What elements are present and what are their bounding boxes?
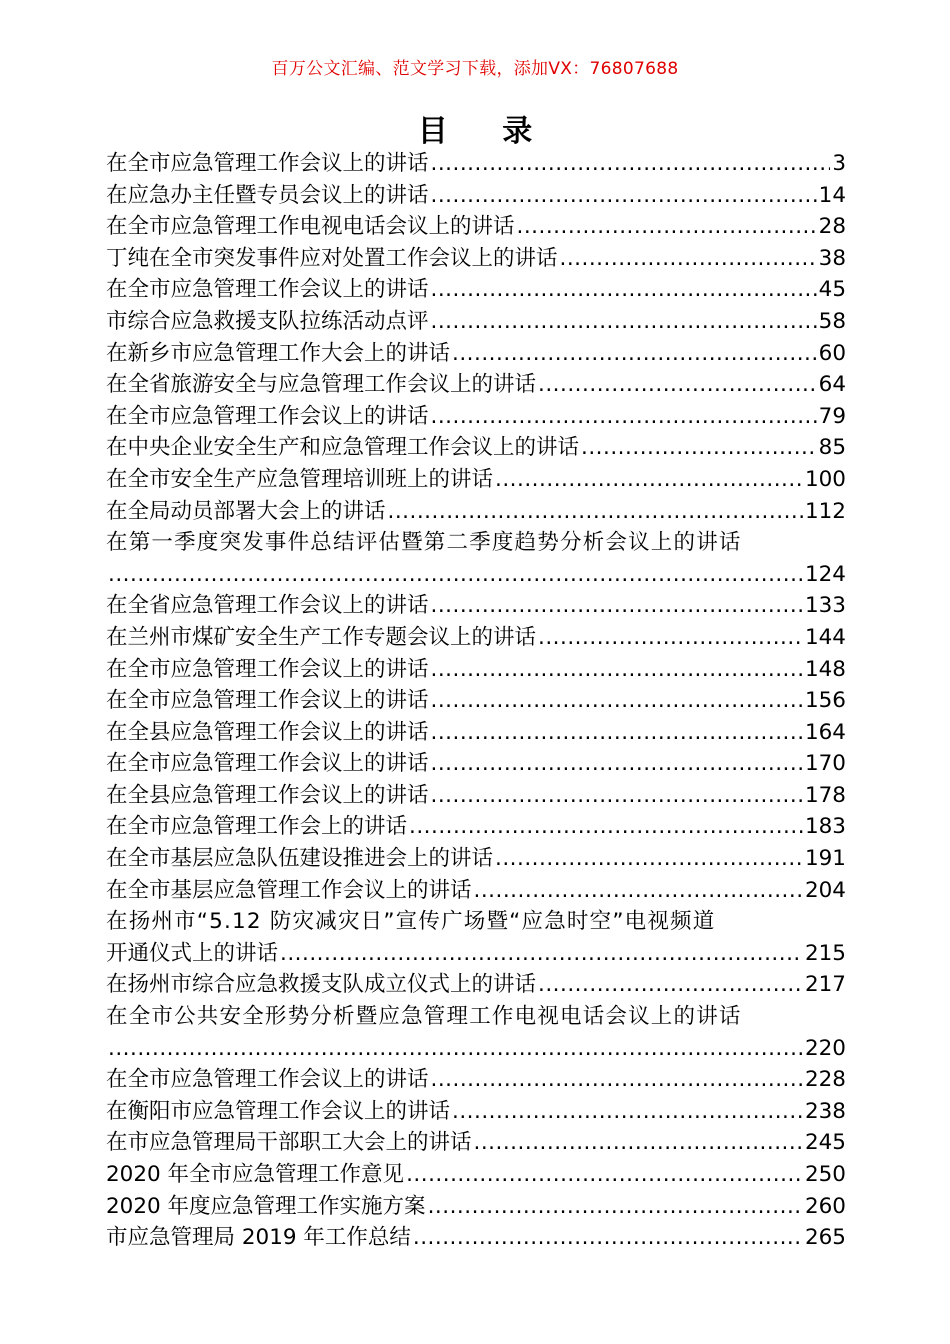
dot-leader (517, 211, 817, 243)
toc-entry-title: 2020 年度应急管理工作实施方案 (106, 1193, 426, 1219)
toc-entry-title: 在全市应急管理工作会议上的讲话 (106, 1067, 429, 1093)
toc-entry-title: 在应急办主任暨专员会议上的讲话 (106, 182, 429, 208)
toc-entry[interactable] (106, 654, 846, 686)
toc-entry-page: 170 (804, 751, 846, 777)
toc-entry-title: 在全县应急管理工作会议上的讲话 (106, 719, 429, 745)
toc-entry-page: 100 (804, 466, 846, 492)
toc-entry[interactable] (106, 1096, 846, 1128)
dot-leader (108, 1033, 803, 1065)
toc-entry[interactable] (106, 306, 846, 338)
dot-leader (431, 654, 803, 686)
toc-entry-title: 在市应急管理局干部职工大会上的讲话 (106, 1130, 472, 1156)
dot-leader (431, 180, 817, 212)
toc-entry-page: 245 (804, 1130, 846, 1156)
toc-entry[interactable] (106, 969, 846, 1001)
dot-leader (431, 148, 831, 180)
toc-entry-page: 204 (804, 877, 846, 903)
toc-entry-title: 在全市应急管理工作会议上的讲话 (106, 277, 429, 303)
toc-entry-page: 220 (804, 1035, 846, 1061)
toc-title: 目 录 (417, 114, 555, 149)
toc-entry-title: 在衡阳市应急管理工作会议上的讲话 (106, 1098, 451, 1124)
toc-entry[interactable] (106, 780, 846, 812)
dot-leader (413, 1222, 803, 1254)
toc-entry-title: 在全市公共安全形势分析暨应急管理工作电视电话会议上的讲话 (106, 1004, 742, 1030)
toc-entry-page: 238 (804, 1098, 846, 1124)
toc-entry-title-continued: 开通仪式上的讲话 (106, 940, 279, 966)
toc-entry[interactable] (106, 875, 846, 907)
toc-entry[interactable] (106, 369, 846, 401)
toc-entry[interactable] (106, 274, 846, 306)
toc-entry-title: 在扬州市“5.12 防灾减灾日”宣传广场暨“应急时空”电视频道 (106, 909, 716, 935)
toc-entry-page: 215 (804, 940, 846, 966)
toc-entry-page: 250 (804, 1162, 846, 1187)
toc-entry-page: 260 (804, 1193, 846, 1219)
toc-entry-title: 在全县应急管理工作会议上的讲话 (106, 782, 429, 808)
toc-entry-page: 265 (804, 1225, 846, 1251)
toc-entry[interactable] (106, 211, 846, 243)
toc-entry-page: 156 (804, 688, 846, 714)
dot-leader (452, 338, 817, 370)
toc-entry-page: 191 (804, 846, 846, 872)
toc-entry-page: 112 (804, 498, 846, 524)
toc-entry[interactable] (106, 1064, 846, 1096)
toc-entry-title: 在全市应急管理工作会议上的讲话 (106, 151, 429, 176)
toc-entry-page: 217 (804, 972, 846, 998)
dot-leader (409, 811, 803, 843)
dot-leader (388, 496, 803, 528)
dot-leader (431, 748, 803, 780)
toc-entry[interactable] (106, 1127, 846, 1159)
dot-leader (538, 969, 803, 1001)
toc-entry-page: 183 (804, 814, 846, 840)
toc-entry-title: 在全市安全生产应急管理培训班上的讲话 (106, 466, 494, 492)
toc-entry-page: 64 (818, 372, 846, 398)
toc-entry-title: 在新乡市应急管理工作大会上的讲话 (106, 340, 451, 366)
dot-leader (406, 1159, 803, 1191)
toc-entry[interactable] (106, 748, 846, 780)
toc-entry-title: 在全市应急管理工作电视电话会议上的讲话 (106, 214, 515, 240)
toc-entry-title: 丁纯在全市突发事件应对处置工作会议上的讲话 (106, 245, 558, 271)
toc-entry-page: 58 (818, 308, 846, 334)
toc-entry-page: 164 (804, 719, 846, 745)
toc-entry[interactable] (106, 432, 846, 464)
toc-entry-page: 228 (804, 1067, 846, 1093)
toc-entry-title: 在第一季度突发事件总结评估暨第二季度趋势分析会议上的讲话 (106, 530, 742, 556)
toc-entry-title: 在全省应急管理工作会议上的讲话 (106, 593, 429, 619)
toc-entry-title: 在全市应急管理工作会议上的讲话 (106, 751, 429, 777)
dot-leader (431, 306, 817, 338)
toc-entry-page: 3 (832, 151, 846, 176)
dot-leader (280, 938, 803, 970)
toc-entry-page: 79 (818, 403, 846, 429)
dot-leader (538, 622, 803, 654)
toc-entry-title: 在扬州市综合应急救援支队成立仪式上的讲话 (106, 972, 537, 998)
toc-entry[interactable] (106, 1191, 846, 1223)
toc-entry-title: 在全市基层应急队伍建设推进会上的讲话 (106, 846, 494, 872)
dot-leader (428, 1191, 803, 1223)
toc-entry-title: 在全市基层应急管理工作会议上的讲话 (106, 877, 472, 903)
toc-entry[interactable] (106, 148, 846, 180)
toc-entry-page: 14 (818, 182, 846, 208)
dot-leader (495, 464, 803, 496)
toc-entry[interactable] (106, 590, 846, 622)
dot-leader (431, 780, 803, 812)
dot-leader (431, 590, 803, 622)
toc-entry[interactable] (106, 1001, 846, 1064)
dot-leader (474, 1127, 803, 1159)
toc-entry-title: 市应急管理局 2019 年工作总结 (106, 1225, 411, 1251)
dot-leader (560, 243, 817, 275)
toc-entry[interactable] (106, 685, 846, 717)
toc-entry-title: 市综合应急救援支队拉练活动点评 (106, 308, 429, 334)
toc-entry-page: 85 (818, 435, 846, 461)
dot-leader (474, 875, 803, 907)
toc-entry-title: 在中央企业安全生产和应急管理工作会议上的讲话 (106, 435, 580, 461)
toc-entry[interactable] (106, 527, 846, 590)
toc-entry[interactable] (106, 496, 846, 528)
toc-entry-title: 在兰州市煤矿安全生产工作专题会议上的讲话 (106, 624, 537, 650)
toc-entry[interactable] (106, 243, 846, 275)
toc-entry-title: 在全市应急管理工作会议上的讲话 (106, 656, 429, 682)
dot-leader (581, 432, 817, 464)
dot-leader (431, 717, 803, 749)
dot-leader (452, 1096, 803, 1128)
toc-entry[interactable] (106, 1222, 846, 1254)
toc-entry-page: 45 (818, 277, 846, 303)
toc-entry[interactable] (106, 622, 846, 654)
toc-entry-page: 124 (804, 561, 846, 587)
toc-entry[interactable] (106, 464, 846, 496)
dot-leader (495, 843, 803, 875)
toc-entry-page: 28 (818, 214, 846, 240)
toc-entry-title: 在全市应急管理工作会上的讲话 (106, 814, 408, 840)
toc-entry-page: 144 (804, 624, 846, 650)
toc-entry[interactable] (106, 811, 846, 843)
toc-entry-page: 60 (818, 340, 846, 366)
toc-entry[interactable] (106, 843, 846, 875)
toc-entry[interactable] (106, 180, 846, 212)
toc-entry-title: 在全市应急管理工作会议上的讲话 (106, 688, 429, 714)
dot-leader (108, 559, 803, 591)
toc-entry[interactable] (106, 1159, 846, 1191)
toc-entry-title: 在全局动员部署大会上的讲话 (106, 498, 386, 524)
dot-leader (431, 274, 817, 306)
dot-leader (431, 685, 803, 717)
table-of-contents (106, 148, 846, 1254)
toc-entry[interactable] (106, 338, 846, 370)
toc-entry-title: 2020 年全市应急管理工作意见 (106, 1162, 405, 1187)
dot-leader (431, 1064, 803, 1096)
toc-entry-page: 178 (804, 782, 846, 808)
dot-leader (431, 401, 817, 433)
toc-entry-title: 在全省旅游安全与应急管理工作会议上的讲话 (106, 372, 537, 398)
toc-entry-page: 148 (804, 656, 846, 682)
toc-entry[interactable] (106, 401, 846, 433)
toc-entry[interactable] (106, 906, 846, 969)
toc-entry-page: 38 (818, 245, 846, 271)
toc-entry-title: 在全市应急管理工作会议上的讲话 (106, 403, 429, 429)
toc-entry-page: 133 (804, 593, 846, 619)
dot-leader (538, 369, 817, 401)
watermark-header: 百万公文汇编、范文学习下载，添加VX：76807688 (271, 59, 679, 79)
toc-entry[interactable] (106, 717, 846, 749)
